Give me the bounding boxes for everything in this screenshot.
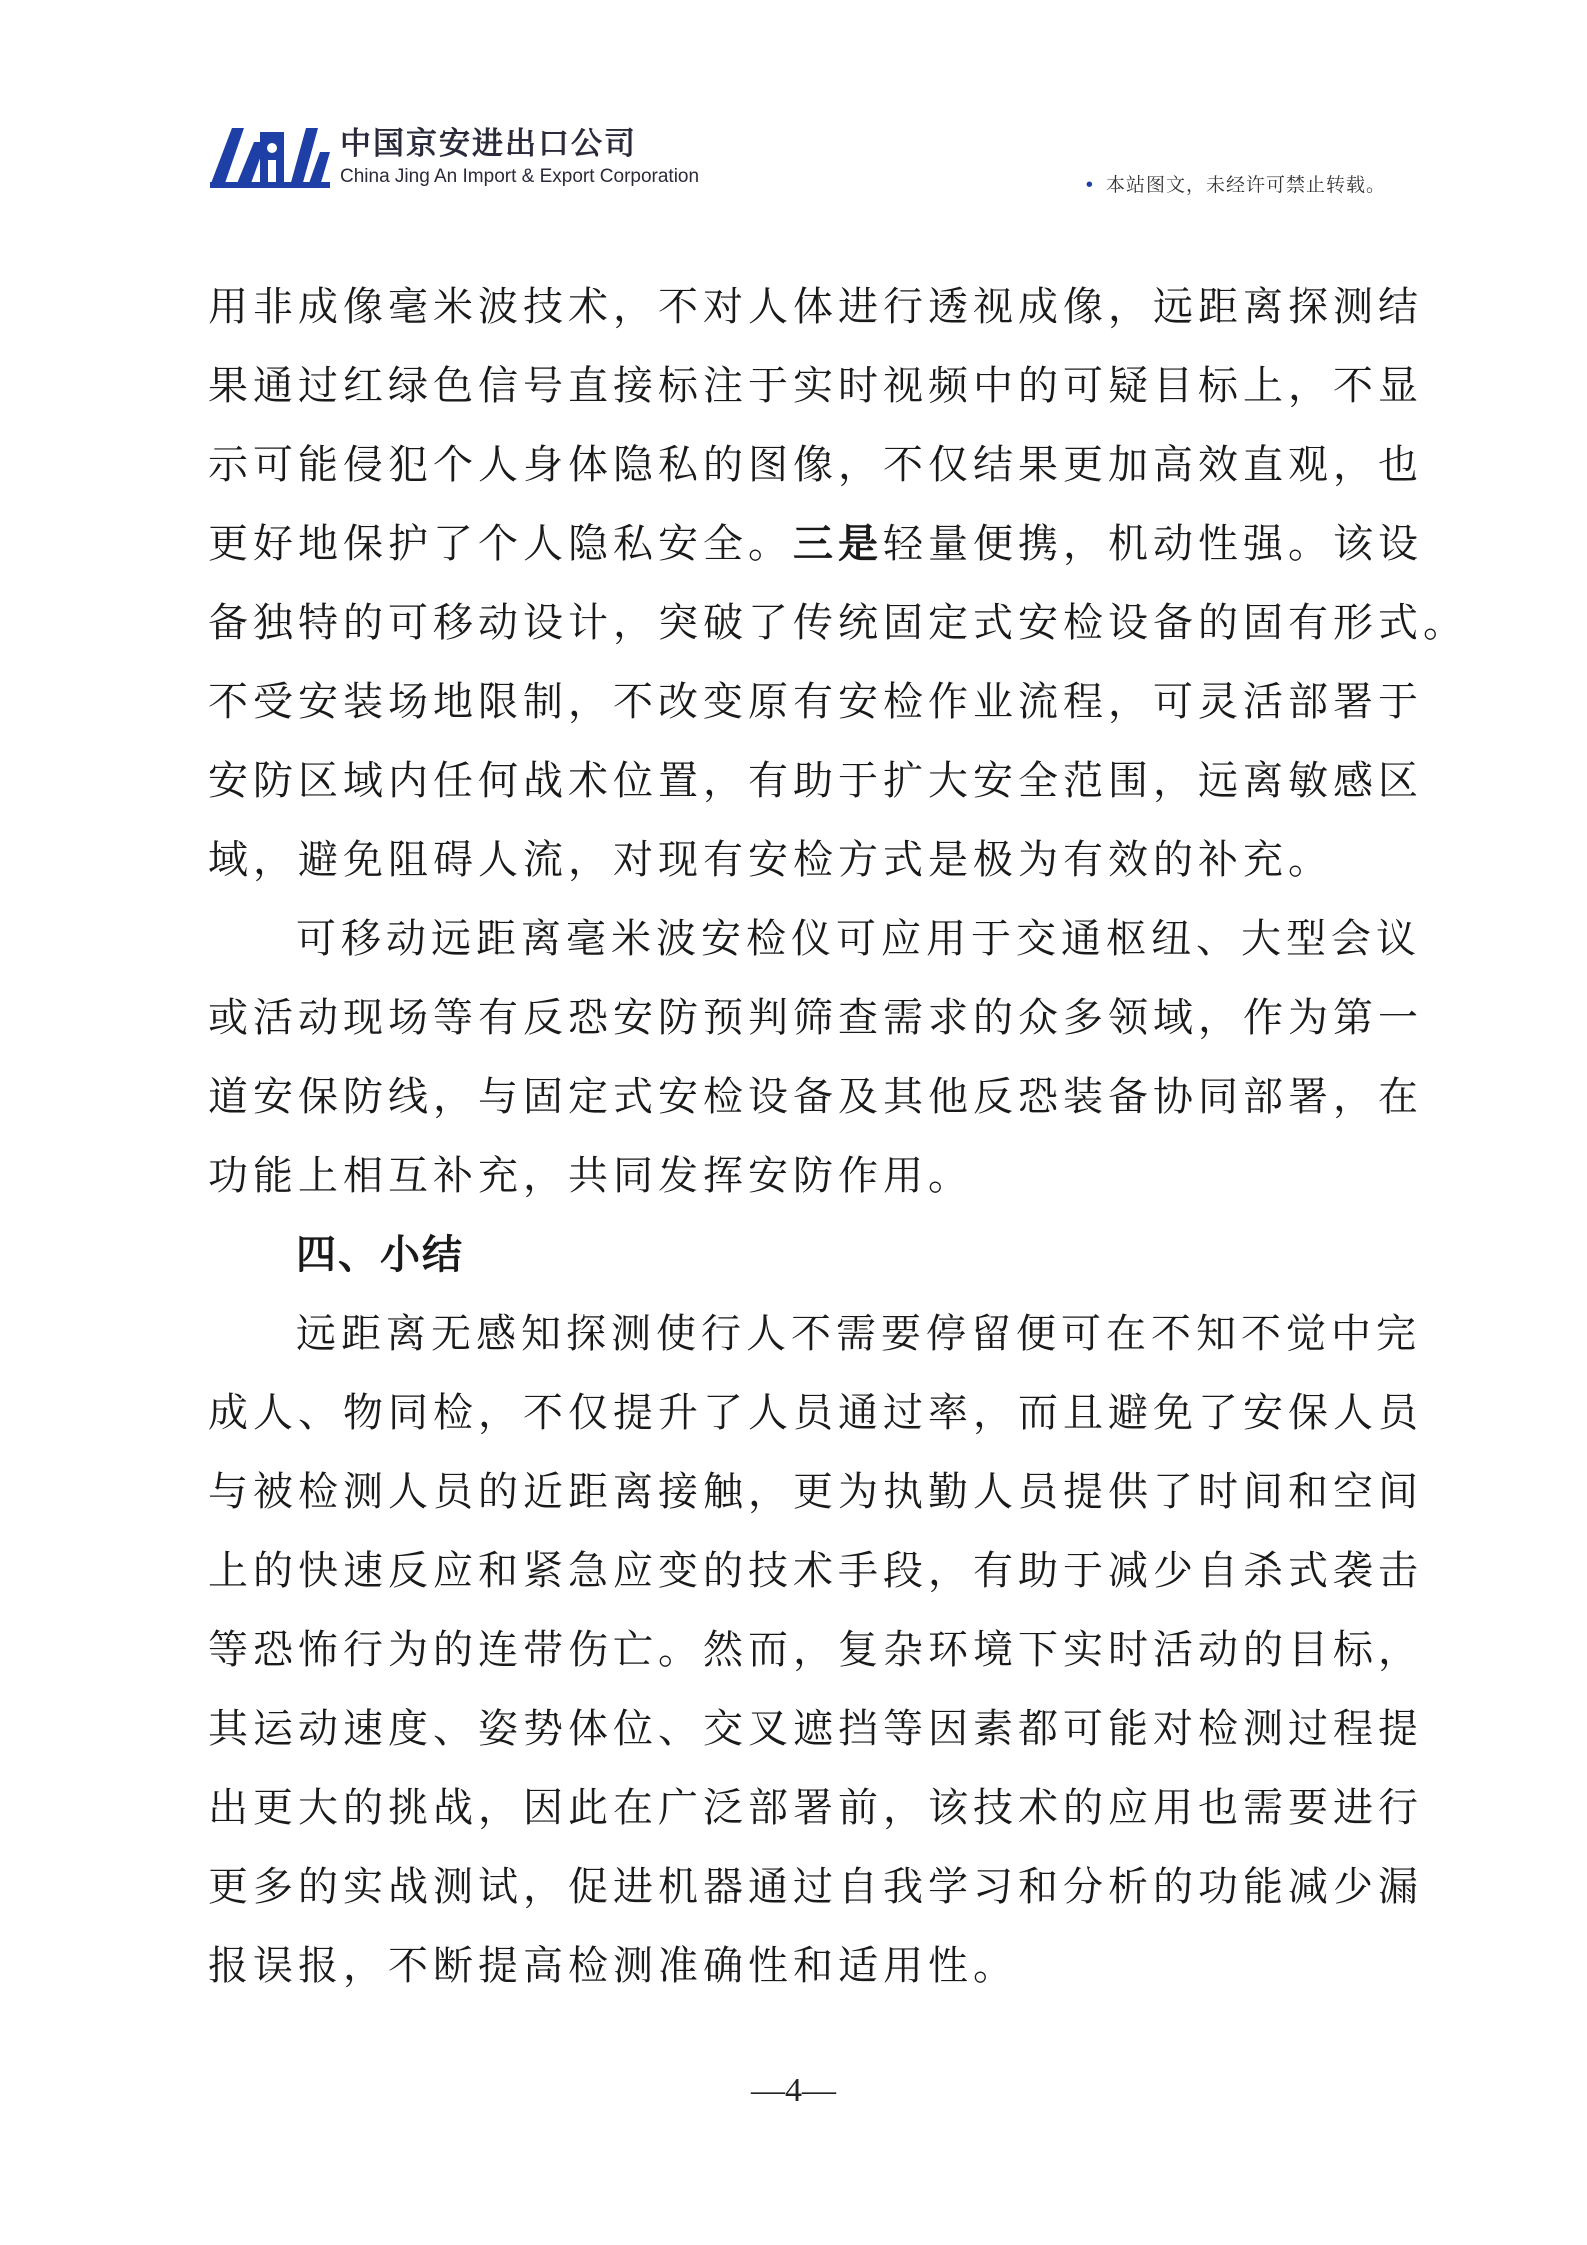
text-line: 域，避免阻碍人流，对现有安检方式是极为有效的补充。 xyxy=(208,837,1333,883)
text-line: 示可能侵犯个人身体隐私的图像，不仅结果更加高效直观，也 xyxy=(208,442,1423,488)
text-line: 更多的实战测试，促进机器通过自我学习和分析的功能减少漏 xyxy=(208,1864,1423,1910)
text-line: 不受安装场地限制，不改变原有安检作业流程，可灵活部署于 xyxy=(208,679,1423,725)
copyright-notice-text: 本站图文，未经许可禁止转载。 xyxy=(1105,174,1386,196)
company-name-cn: 中国京安进出口公司 xyxy=(340,126,637,162)
text-line: 或活动现场等有反恐安防预判筛查需求的众多领域，作为第一 xyxy=(208,995,1423,1041)
text-line: 与被检测人员的近距离接触，更为执勤人员提供了时间和空间 xyxy=(208,1469,1423,1515)
text-line: 成人、物同检，不仅提升了人员通过率，而且避免了安保人员 xyxy=(208,1390,1423,1436)
bullet-icon: • xyxy=(1083,174,1096,196)
copyright-notice xyxy=(1084,170,1386,197)
company-logo xyxy=(210,122,330,188)
company-name-en: China Jing An Import & Export Corporation xyxy=(340,166,700,187)
text-line: 等恐怖行为的连带伤亡。然而，复杂环境下实时活动的目标， xyxy=(208,1627,1423,1673)
page-number: —4— xyxy=(751,2072,836,2109)
text-line: 备独特的可移动设计，突破了传统固定式安检设备的固有形式。 xyxy=(208,600,1468,646)
text-line: 远距离无感知探测使行人不需要停留便可在不知不觉中完 xyxy=(296,1311,1421,1357)
text-line: 安防区域内任何战术位置，有助于扩大安全范围，远离敏感区 xyxy=(208,758,1423,804)
text-line: 用非成像毫米波技术，不对人体进行透视成像，远距离探测结 xyxy=(208,284,1423,330)
text-line: 道安保防线，与固定式安检设备及其他反恐装备协同部署，在 xyxy=(208,1074,1423,1120)
text-line: 其运动速度、姿势体位、交叉遮挡等因素都可能对检测过程提 xyxy=(208,1706,1423,1752)
text-line xyxy=(208,519,1423,569)
text-line: 可移动远距离毫米波安检仪可应用于交通枢纽、大型会议 xyxy=(296,916,1421,962)
text-line: 果通过红绿色信号直接标注于实时视频中的可疑目标上，不显 xyxy=(208,363,1423,409)
text-run: 更好地保护了个人隐私安全。 xyxy=(208,521,793,567)
text-line: 报误报，不断提高检测准确性和适用性。 xyxy=(208,1943,1018,1989)
text-line: 功能上相互补充，共同发挥安防作用。 xyxy=(208,1153,973,1199)
text-line: 出更大的挑战，因此在广泛部署前，该技术的应用也需要进行 xyxy=(208,1785,1423,1831)
section-heading: 四、小结 xyxy=(296,1232,464,1278)
text-run: 轻量便携，机动性强。该设 xyxy=(883,521,1423,567)
text-line: 上的快速反应和紧急应变的技术手段，有助于减少自杀式袭击 xyxy=(208,1548,1423,1594)
emphasis-label: 三是 xyxy=(793,521,883,567)
